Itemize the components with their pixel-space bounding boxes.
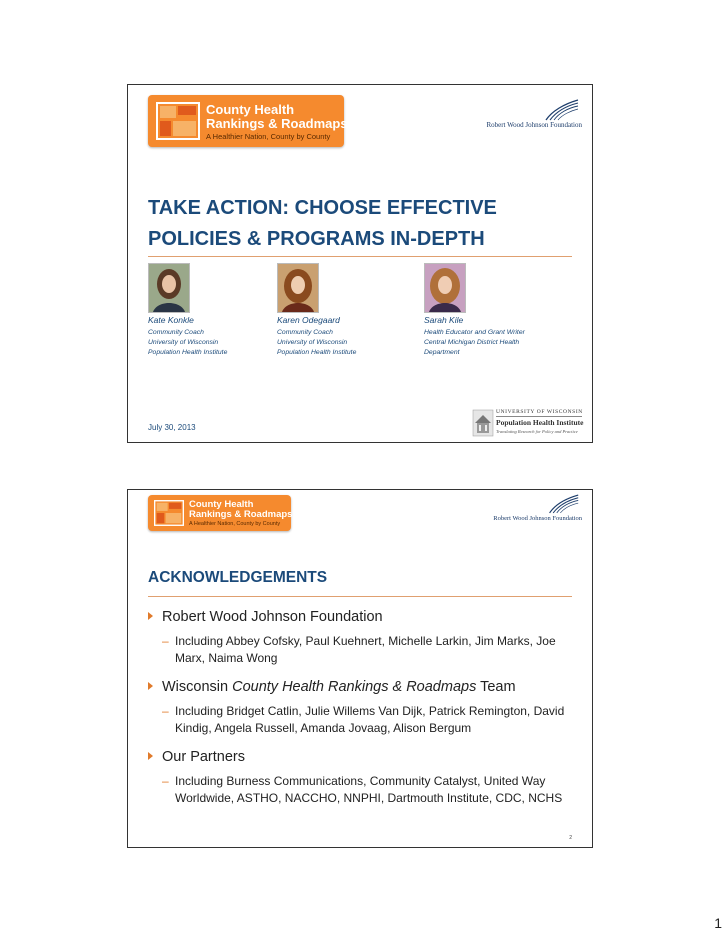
bullet-arrow-icon <box>148 682 153 690</box>
presentation-date: July 30, 2013 <box>148 423 196 432</box>
title-divider <box>148 256 572 257</box>
logo-line-2: Rankings & Roadmaps <box>189 509 293 520</box>
title-divider <box>148 596 572 597</box>
presenter-name: Kate Konkle <box>148 315 194 325</box>
building-icon <box>472 409 494 437</box>
presenter-photo <box>424 263 466 313</box>
presenter-role: Community Coach University of Wisconsin Population Health Institute <box>277 329 357 356</box>
logo-line-2: Rankings & Roadmaps <box>206 116 348 131</box>
bullet-arrow-icon <box>148 612 153 620</box>
phi-tagline: Translating Research for Policy and Practice <box>496 429 578 434</box>
rwjf-text: Robert Wood Johnson Foundation <box>486 121 582 129</box>
uw-divider <box>496 416 582 417</box>
chr-map-icon <box>154 500 184 526</box>
chr-logo <box>148 95 348 147</box>
chr-logo <box>148 495 291 531</box>
slide-page-number: 2 <box>569 835 572 841</box>
uw-phi-logo <box>472 407 584 441</box>
logo-tagline: A Healthier Nation, County by County <box>206 132 331 141</box>
logo-line-1: County Health <box>189 499 254 510</box>
bullet-heading: Our Partners <box>162 749 245 765</box>
presenter-name: Sarah Kile <box>424 315 464 325</box>
page-number: 1 <box>714 915 722 931</box>
bullet-heading: Wisconsin County Health Rankings & Roadmaps Team <box>162 679 516 695</box>
rwjf-text: Robert Wood Johnson Foundation <box>493 515 582 522</box>
presenter-photo <box>148 263 190 313</box>
presenter-card <box>424 263 584 358</box>
phi-name: Population Health Institute <box>496 418 584 427</box>
slide-1 <box>127 84 593 443</box>
bullet-sub: – Including Bridget Catlin, Julie Willems Van Dijk, Patrick Remington, David Kindig, Angela Russell, Amanda Jovaag, Alison Bergum <box>162 704 565 735</box>
slide-2 <box>127 489 593 848</box>
list-item <box>146 678 586 737</box>
list-item <box>146 608 586 667</box>
acknowledgement-list <box>146 608 586 818</box>
presenter-card <box>277 263 417 358</box>
presenter-card <box>148 263 288 358</box>
rwjf-logo <box>472 99 582 131</box>
presenter-name: Karen Odegaard <box>277 315 340 325</box>
slide-title: ACKNOWLEDGEMENTS <box>148 569 328 586</box>
uw-name: UNIVERSITY OF WISCONSIN <box>496 409 583 415</box>
presenter-photo <box>277 263 319 313</box>
logo-tagline: A Healthier Nation, County by County <box>189 521 281 527</box>
rwjf-swoosh-icon <box>546 494 580 514</box>
logo-line-1: County Health <box>206 102 295 117</box>
bullet-sub: – Including Abbey Cofsky, Paul Kuehnert, Michelle Larkin, Jim Marks, Joe Marx, Naima Wong <box>162 634 556 665</box>
bullet-sub: – Including Burness Communications, Community Catalyst, United Way Worldwide, ASTHO, NACCHO, NNPHI, Dartmouth Institute, CDC, NCHS <box>162 774 563 805</box>
rwjf-logo <box>472 494 582 526</box>
bullet-arrow-icon <box>148 752 153 760</box>
chr-map-icon <box>156 102 200 140</box>
list-item <box>146 748 586 807</box>
bullet-heading: Robert Wood Johnson Foundation <box>162 609 383 625</box>
presenter-role: Community Coach University of Wisconsin Population Health Institute <box>148 329 228 356</box>
presenter-role: Health Educator and Grant Writer Central Michigan District Health Department <box>424 329 525 356</box>
rwjf-swoosh-icon <box>542 99 580 121</box>
slide-title: TAKE ACTION: CHOOSE EFFECTIVE POLICIES & PROGRAMS IN-DEPTH <box>148 197 497 250</box>
